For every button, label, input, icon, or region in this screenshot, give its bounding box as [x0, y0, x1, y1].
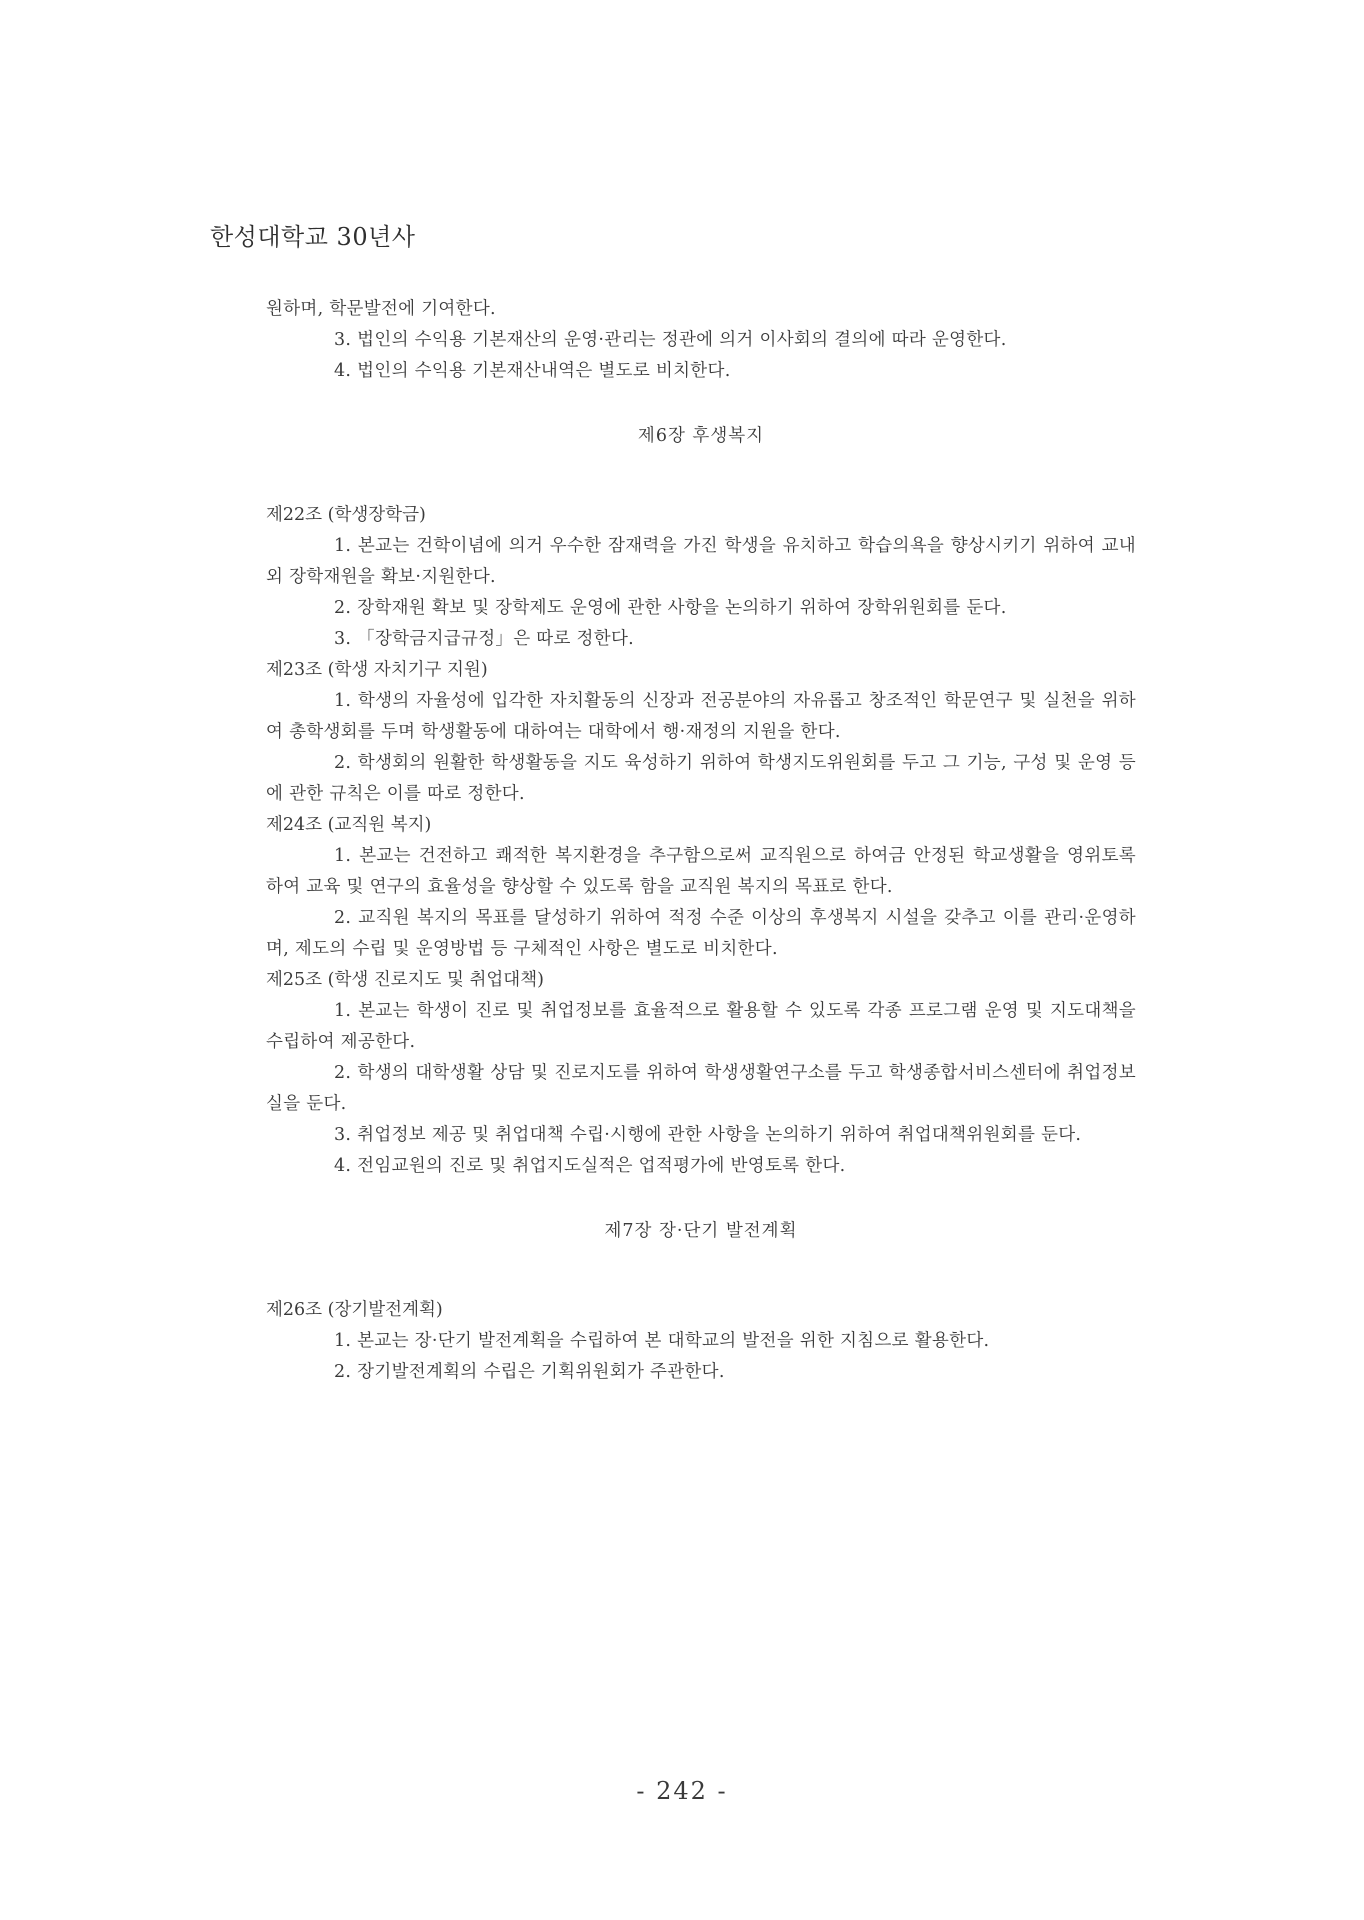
article-25-heading: 제25조 (학생 진로지도 및 취업대책)	[266, 970, 544, 990]
chapter-7-heading: 제7장 장·단기 발전계획	[604, 1221, 798, 1241]
page-number: - 242 -	[636, 1777, 728, 1805]
article-23-item-2: 2. 학생회의 원활한 학생활동을 지도 육성하기 위하여 학생지도위원회를 두고 그 기능, 구성 및 운영 등에 관한 규칙은 이를 따로 정한다.	[266, 753, 1136, 804]
article-26-item-2: 2. 장기발전계획의 수립은 기획위원회가 주관한다.	[334, 1362, 725, 1382]
article-23-item-1: 1. 학생의 자율성에 입각한 자치활동의 신장과 전공분야의 자유롭고 창조적인 학문연구 및 실천을 위하여 총학생회를 두며 학생활동에 대하여는 대학에서 행·재정의 지원을 한다.	[266, 691, 1136, 742]
article-23-heading: 제23조 (학생 자치기구 지원)	[266, 660, 488, 680]
article-25-item-3: 3. 취업정보 제공 및 취업대책 수립·시행에 관한 사항을 논의하기 위하여 취업대책위원회를 둔다.	[334, 1125, 1082, 1145]
document-body	[266, 294, 1136, 1388]
article-22-heading: 제22조 (학생장학금)	[266, 505, 426, 525]
paragraph-continuation: 원하며, 학문발전에 기여한다.	[266, 299, 496, 319]
article-22-item-2: 2. 장학재원 확보 및 장학제도 운영에 관한 사항을 논의하기 위하여 장학위원회를 둔다.	[334, 598, 1007, 618]
paragraph-3: 3. 법인의 수익용 기본재산의 운영·관리는 정관에 의거 이사회의 결의에 따라 운영한다.	[334, 330, 1007, 350]
paragraph-4: 4. 법인의 수익용 기본재산내역은 별도로 비치한다.	[334, 361, 731, 381]
article-24-heading: 제24조 (교직원 복지)	[266, 815, 432, 835]
running-header: 한성대학교 30년사	[210, 223, 416, 251]
chapter-6-heading: 제6장 후생복지	[637, 426, 765, 446]
article-25-item-2: 2. 학생의 대학생활 상담 및 진로지도를 위하여 학생생활연구소를 두고 학생종합서비스센터에 취업정보실을 둔다.	[266, 1063, 1136, 1114]
article-26-heading: 제26조 (장기발전계획)	[266, 1300, 443, 1320]
article-26-item-1: 1. 본교는 장·단기 발전계획을 수립하여 본 대학교의 발전을 위한 지침으로 활용한다.	[334, 1331, 990, 1351]
article-25-item-4: 4. 전임교원의 진로 및 취업지도실적은 업적평가에 반영토록 한다.	[334, 1156, 846, 1176]
article-22-item-1: 1. 본교는 건학이념에 의거 우수한 잠재력을 가진 학생을 유치하고 학습의욕을 향상시키기 위하여 교내외 장학재원을 확보·지원한다.	[266, 536, 1136, 587]
article-24-item-2: 2. 교직원 복지의 목표를 달성하기 위하여 적정 수준 이상의 후생복지 시설을 갖추고 이를 관리·운영하며, 제도의 수립 및 운영방법 등 구체적인 사항은 별도로 비치한다.	[266, 908, 1136, 959]
article-24-item-1: 1. 본교는 건전하고 쾌적한 복지환경을 추구함으로써 교직원으로 하여금 안정된 학교생활을 영위토록 하여 교육 및 연구의 효율성을 향상할 수 있도록 함을 교직원 복지의 목표로 한다.	[266, 846, 1136, 897]
article-25-item-1: 1. 본교는 학생이 진로 및 취업정보를 효율적으로 활용할 수 있도록 각종 프로그램 운영 및 지도대책을 수립하여 제공한다.	[266, 1001, 1136, 1052]
article-22-item-3: 3. 「장학금지급규정」은 따로 정한다.	[334, 629, 635, 649]
